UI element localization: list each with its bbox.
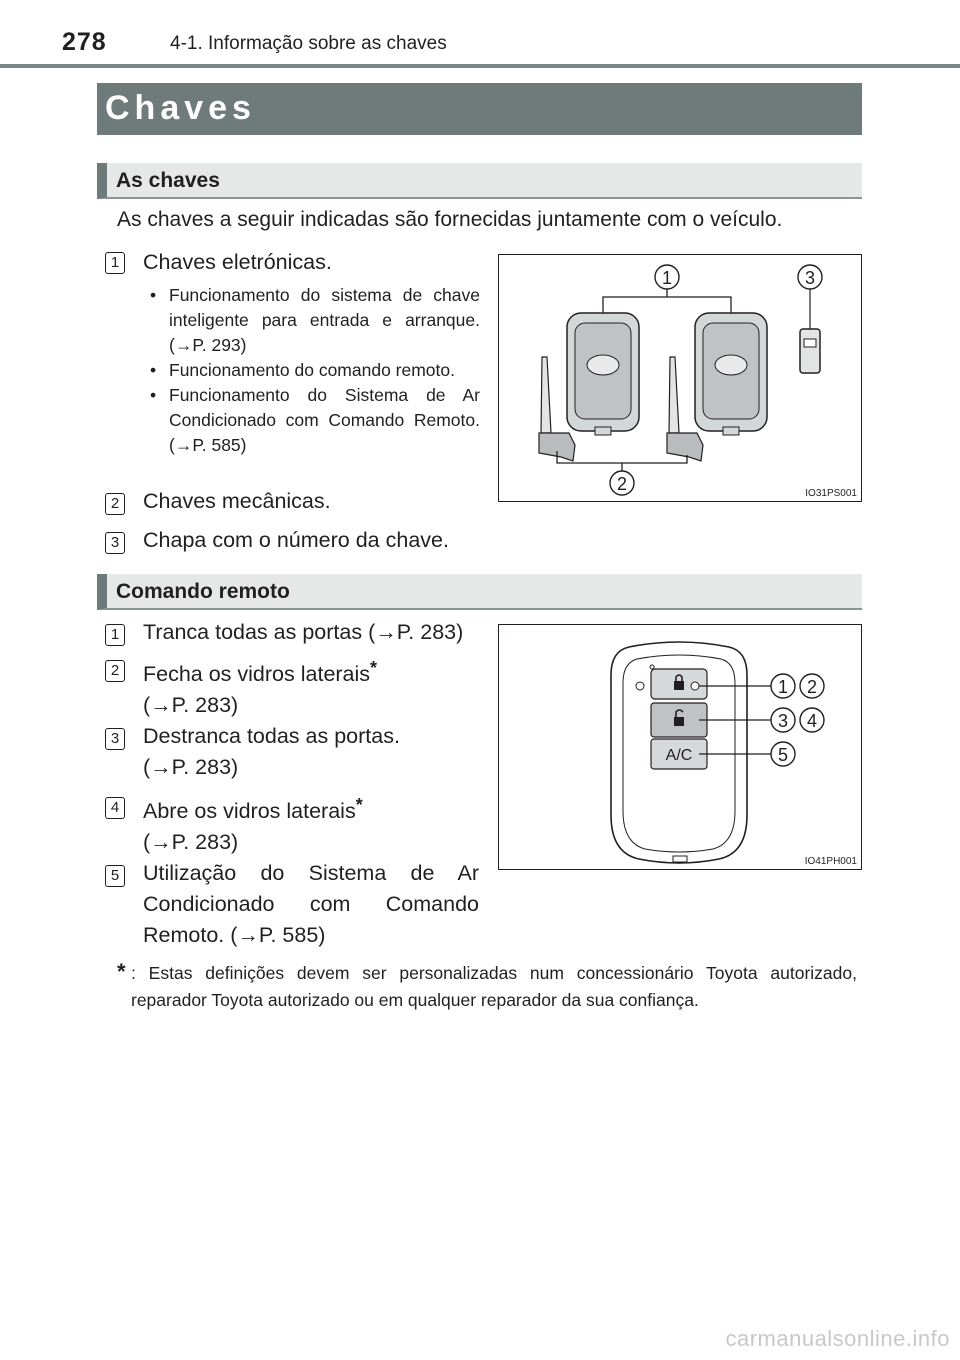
callout-2 (800, 674, 824, 698)
keys-intro: As chaves a seguir indicadas são fornecidas juntamente com o veículo. (117, 208, 783, 231)
unlock-button (651, 703, 707, 737)
electronic-key-bullets (150, 283, 480, 458)
svg-text:4: 4 (806, 711, 818, 731)
number-badge: 2 (105, 493, 125, 515)
svg-text:1: 1 (661, 268, 673, 288)
callout-1 (771, 674, 795, 698)
section-heading-remote-label: Comando remoto (116, 580, 290, 603)
figure-code: IO31PS001 (805, 488, 857, 499)
callout-3 (771, 708, 795, 732)
key-number-plate (800, 289, 820, 373)
remote-item-ac: Utilização do Sistema de Ar Condicionado com Comando Remoto. (→P. 585) (143, 861, 479, 947)
svg-text:2: 2 (616, 474, 628, 494)
number-badge: 3 (105, 532, 125, 554)
smart-key-right (695, 313, 767, 435)
section-heading-keys-label: As chaves (116, 169, 220, 192)
ac-button (651, 739, 707, 769)
svg-text:3: 3 (777, 711, 789, 731)
remote-item-close-windows: Fecha os vidros laterais* (→P. 283) (143, 658, 378, 717)
callout-4 (800, 708, 824, 732)
figure-code: IO41PH001 (804, 856, 857, 867)
callout-2 (610, 471, 634, 495)
footnote-marker: * (117, 959, 126, 984)
key-item-electronic: Chaves eletrónicas. (143, 250, 332, 274)
key-item-plate: Chapa com o número da chave. (143, 528, 449, 552)
number-badge: 3 (105, 728, 125, 750)
bullet-item: • Funcionamento do sistema de chave inteligente para entrada e arranque. (→P. 293) (150, 283, 480, 358)
keys-illustration (499, 255, 860, 500)
number-badge: 4 (105, 797, 125, 819)
key-item-mechanical: Chaves mecânicas. (143, 489, 331, 513)
section-heading-remote (97, 574, 862, 610)
page-header (0, 0, 960, 70)
remote-figure (498, 624, 862, 870)
svg-text:5: 5 (777, 745, 789, 765)
footnote (117, 960, 857, 1014)
bullet-item: • Funcionamento do comando remoto. (150, 358, 480, 383)
svg-text:3: 3 (804, 268, 816, 288)
page-title: Chaves (105, 89, 256, 127)
number-badge: 1 (105, 624, 125, 646)
callout-1 (655, 265, 679, 289)
watermark: carmanualsonline.info (725, 1326, 950, 1351)
remote-illustration (499, 625, 860, 868)
svg-text:1: 1 (777, 677, 789, 697)
remote-item-open-windows: Abre os vidros laterais* (→P. 283) (143, 795, 363, 854)
smart-key-left (567, 313, 639, 435)
header-rule (0, 64, 960, 68)
number-badge: 5 (105, 865, 125, 887)
section-path: 4-1. Informação sobre as chaves (170, 33, 447, 54)
keys-figure (498, 254, 862, 502)
callout-5 (771, 742, 795, 766)
remote-item-lock: Tranca todas as portas (→P. 283) (143, 620, 464, 644)
number-badge: 2 (105, 660, 125, 682)
footnote-text: : Estas definições devem ser personalizadas num concessionário Toyota autorizado, reparador Toyota autorizado ou em qualquer reparador da sua confiança. (131, 963, 857, 1010)
svg-text:2: 2 (806, 677, 818, 697)
page-number: 278 (62, 28, 107, 56)
section-heading-keys (97, 163, 862, 199)
remote-item-unlock: Destranca todas as portas. (→P. 283) (143, 724, 400, 779)
svg-text:A/C: A/C (665, 747, 693, 764)
callout-3 (798, 265, 822, 289)
main-title-bar (97, 83, 862, 135)
number-badge: 1 (105, 252, 125, 274)
bullet-item: • Funcionamento do Sistema de Ar Condicionado com Comando Remoto. (→P. 585) (150, 383, 480, 458)
